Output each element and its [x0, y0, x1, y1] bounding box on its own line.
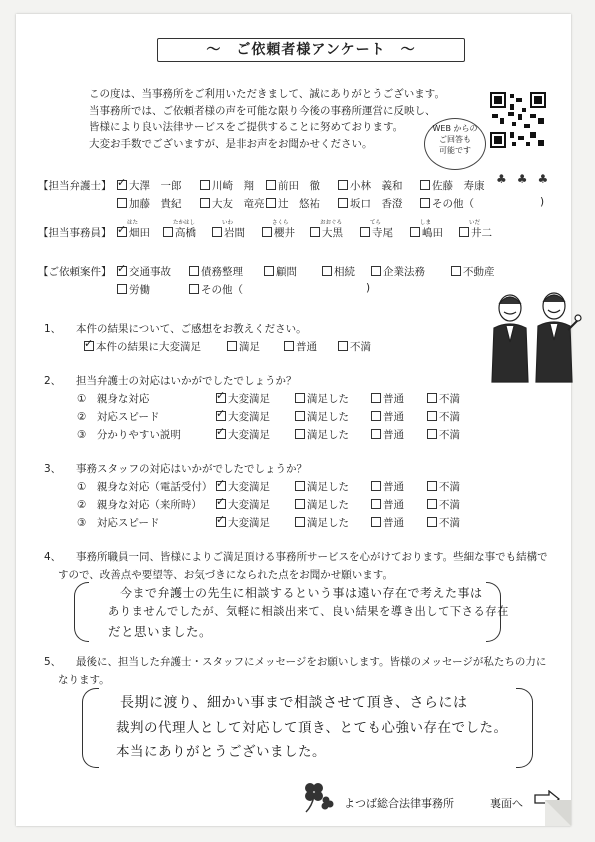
checkbox[interactable] [295, 429, 305, 439]
option-label: 小林 義和 [350, 180, 403, 192]
question-5-text: なります。 [58, 674, 110, 686]
case-option[interactable] [264, 264, 297, 279]
q3-item-label: ① 親身な対応（電話受付） [77, 481, 213, 493]
option-label: 井二 [471, 227, 492, 239]
checkbox[interactable] [427, 481, 437, 491]
q3-option[interactable] [216, 497, 270, 512]
furigana: いわ [222, 220, 234, 226]
checkbox[interactable] [371, 481, 381, 491]
option-label: 満足した [307, 481, 349, 493]
question-number: 5、 [44, 656, 62, 668]
checkbox[interactable] [189, 284, 199, 294]
checkbox[interactable] [266, 198, 276, 208]
staff-option[interactable] [310, 220, 343, 240]
checkbox[interactable] [200, 180, 210, 190]
handwritten-answer-5: 裁判の代理人として対応して頂き、とても心強い存在でした。 [116, 720, 508, 736]
option-label: 不満 [439, 411, 460, 423]
checkbox[interactable] [200, 198, 210, 208]
checkbox[interactable] [420, 198, 430, 208]
next-page-label[interactable]: 裏面へ [490, 797, 523, 810]
survey-sheet [16, 14, 571, 826]
checkbox[interactable] [427, 393, 437, 403]
intro-line: 当事務所では、ご依頼者様の声を可能な限り今後の事務所運営に反映し、 [89, 104, 436, 117]
checkbox-checked[interactable] [216, 481, 226, 491]
option-label: 本件の結果に大変満足 [96, 341, 201, 353]
q3-option[interactable] [295, 479, 349, 494]
checkbox[interactable] [371, 411, 381, 421]
intro-text [89, 86, 445, 152]
furigana: てら [370, 220, 382, 226]
option-label: 櫻井 [274, 227, 295, 239]
checkbox[interactable] [371, 517, 381, 527]
q2-option[interactable] [427, 391, 460, 406]
q2-option[interactable] [216, 391, 270, 406]
lawyers-illustration-icon [482, 290, 582, 386]
option-label: 不満 [439, 481, 460, 493]
checkbox[interactable] [212, 227, 222, 237]
option-label: 顧問 [276, 266, 297, 278]
case-option[interactable] [189, 264, 243, 279]
other-close-paren: ) [540, 196, 545, 208]
checkbox-checked[interactable] [84, 341, 94, 351]
option-label: 不満 [439, 499, 460, 511]
option-label: 嶋田 [422, 227, 443, 239]
q2-option[interactable] [371, 409, 404, 424]
checkbox-checked[interactable] [216, 393, 226, 403]
checkbox[interactable] [310, 227, 320, 237]
checkbox[interactable] [227, 341, 237, 351]
checkbox[interactable] [295, 411, 305, 421]
q3-option[interactable] [295, 515, 349, 530]
handwritten-answer-5: 本当にありがとうございました。 [116, 744, 326, 760]
q2-item-label: ② 対応スピード [77, 411, 160, 423]
q3-option[interactable] [427, 515, 460, 530]
question-5-text: 最後に、担当した弁護士・スタッフにメッセージをお願いします。皆様のメッセージが私たちの力に [76, 656, 547, 668]
option-label: 債務整理 [201, 266, 243, 278]
option-label: 交通事故 [129, 266, 171, 278]
q1-option[interactable] [84, 339, 201, 354]
checkbox[interactable] [295, 481, 305, 491]
staff-option[interactable] [360, 220, 393, 240]
option-label: 寺尾 [372, 227, 393, 239]
handwritten-answer-4: だと思いました。 [108, 624, 213, 639]
page-curl [545, 800, 571, 826]
checkbox[interactable] [262, 227, 272, 237]
checkbox-checked[interactable] [117, 266, 127, 276]
checkbox[interactable] [427, 411, 437, 421]
q1-option[interactable] [284, 339, 317, 354]
option-label: 労働 [129, 284, 150, 296]
option-label: 満足した [307, 393, 349, 405]
checkbox[interactable] [420, 180, 430, 190]
checkbox[interactable] [371, 429, 381, 439]
option-label: 満足した [307, 429, 349, 441]
checkbox[interactable] [360, 227, 370, 237]
q2-option[interactable] [427, 409, 460, 424]
option-label: 大変満足 [228, 411, 270, 423]
bubble-line: 可能です [439, 146, 471, 155]
q2-option[interactable] [295, 409, 349, 424]
option-label: 満足した [307, 411, 349, 423]
option-label: 普通 [383, 517, 404, 529]
case-option[interactable] [451, 264, 495, 279]
staff-option[interactable] [117, 220, 150, 240]
q2-option[interactable] [216, 409, 270, 424]
qr-code-icon[interactable] [490, 92, 546, 148]
question-3-text: 事務スタッフの対応はいかがでしたでしょうか？ [76, 463, 307, 475]
q3-option[interactable] [216, 479, 270, 494]
option-label: 普通 [383, 481, 404, 493]
option-label: 普通 [383, 499, 404, 511]
option-label: 普通 [296, 341, 317, 353]
option-label: 不満 [439, 517, 460, 529]
question-number: 2、 [44, 375, 62, 387]
option-label: 畑田 [129, 227, 150, 239]
option-label: 満足 [239, 341, 260, 353]
intro-line: 大変お手数でございますが、是非お声をお聞かせください。 [89, 137, 373, 150]
handwritten-answer-5: 長期に渡り、細かい事まで相談させて頂き、さらには [120, 695, 468, 711]
checkbox[interactable] [266, 180, 276, 190]
handwritten-answer-4: 今まで弁護士の先生に相談するという事は遠い存在で考えた事は [120, 586, 483, 600]
q3-option[interactable] [371, 515, 404, 530]
checkbox[interactable] [322, 266, 332, 276]
answer-bracket-left [82, 688, 99, 768]
checkbox[interactable] [117, 198, 127, 208]
bubble-line: WEB からの [432, 124, 478, 133]
lawyer-option[interactable] [266, 196, 320, 211]
answer-bracket-right [516, 688, 533, 768]
lawyer-option[interactable] [117, 178, 182, 193]
lawyer-option[interactable] [200, 178, 254, 193]
option-label: 相続 [334, 266, 355, 278]
q2-option[interactable] [427, 427, 460, 442]
checkbox[interactable] [163, 227, 173, 237]
staff-option[interactable] [410, 220, 443, 240]
furigana: はた [127, 220, 139, 226]
checkbox[interactable] [117, 284, 127, 294]
option-label: 不満 [439, 429, 460, 441]
clover-logo-icon [296, 778, 336, 814]
staff-label: 【担当事務員】 [38, 227, 112, 239]
handwritten-answer-4: ありませんでしたが、気軽に相談出来て、良い結果を導き出して下さる存在 [108, 605, 509, 618]
checkbox[interactable] [338, 341, 348, 351]
checkbox[interactable] [295, 393, 305, 403]
option-label: 川崎 翔 [212, 180, 254, 192]
q2-option[interactable] [295, 391, 349, 406]
q1-option[interactable] [227, 339, 260, 354]
q3-option[interactable] [216, 515, 270, 530]
staff-option[interactable] [163, 220, 196, 240]
checkbox[interactable] [427, 517, 437, 527]
q2-option[interactable] [371, 427, 404, 442]
option-label: 加藤 貴紀 [129, 198, 182, 210]
option-label: 満足した [307, 499, 349, 511]
checkbox[interactable] [371, 266, 381, 276]
lawyer-option[interactable] [266, 178, 320, 193]
question-number: 3、 [44, 463, 62, 475]
furigana: さくら [272, 220, 289, 226]
question-number: 4、 [44, 551, 62, 563]
case-option[interactable] [371, 264, 425, 279]
q3-option[interactable] [371, 479, 404, 494]
q2-option[interactable] [371, 391, 404, 406]
clover-decoration-icon: ♣♣♣ [496, 172, 559, 186]
q2-option[interactable] [295, 427, 349, 442]
checkbox-checked[interactable] [216, 411, 226, 421]
question-2-text: 担当弁護士の対応はいかがでしたでしょうか？ [76, 375, 297, 387]
bubble-line: ご回答も [439, 135, 471, 144]
option-label: 大変満足 [228, 499, 270, 511]
other-close-paren: ) [366, 282, 371, 294]
furigana: たかはし [173, 220, 196, 226]
option-label: 大変満足 [228, 517, 270, 529]
question-number: 1、 [44, 323, 62, 335]
option-label: その他（ [201, 284, 243, 296]
web-answer-bubble [424, 118, 486, 170]
q3-option[interactable] [427, 479, 460, 494]
checkbox[interactable] [427, 499, 437, 509]
furigana: いだ [469, 220, 481, 226]
q3-option[interactable] [371, 497, 404, 512]
option-label: 普通 [383, 411, 404, 423]
checkbox[interactable] [338, 180, 348, 190]
lawyer-option[interactable] [420, 178, 485, 193]
lawyer-option[interactable] [200, 196, 265, 211]
checkbox-checked[interactable] [216, 429, 226, 439]
checkbox[interactable] [338, 198, 348, 208]
case-option[interactable] [117, 264, 171, 279]
checkbox[interactable] [410, 227, 420, 237]
option-label: 不満 [350, 341, 371, 353]
option-label: 大変満足 [228, 481, 270, 493]
option-label: 高橋 [175, 227, 196, 239]
checkbox[interactable] [295, 499, 305, 509]
option-label: その他（ [432, 198, 474, 210]
checkbox[interactable] [459, 227, 469, 237]
cases-label: 【ご依頼案件】 [38, 266, 112, 278]
question-4-text: すので、改善点や要望等、お気づきになられた点をお聞かせ願います。 [58, 569, 393, 581]
option-label: 大変満足 [228, 429, 270, 441]
q3-option[interactable] [427, 497, 460, 512]
option-label: 辻 悠祐 [278, 198, 320, 210]
option-label: 満足した [307, 517, 349, 529]
checkbox[interactable] [264, 266, 274, 276]
q3-item-label: ③ 対応スピード [77, 517, 160, 529]
staff-option[interactable] [212, 220, 245, 240]
option-label: 普通 [383, 393, 404, 405]
answer-bracket-left [74, 582, 89, 642]
furigana: しま [420, 220, 432, 226]
option-label: 不満 [439, 393, 460, 405]
checkbox-checked[interactable] [117, 180, 127, 190]
checkbox[interactable] [427, 429, 437, 439]
q3-option[interactable] [295, 497, 349, 512]
question-1-text: 本件の結果について、ご感想をお教えください。 [76, 323, 307, 335]
q2-option[interactable] [216, 427, 270, 442]
option-label: 普通 [383, 429, 404, 441]
checkbox-checked[interactable] [117, 227, 127, 237]
checkbox[interactable] [451, 266, 461, 276]
lawyer-option[interactable] [338, 196, 403, 211]
q3-item-label: ② 親身な対応（来所時） [77, 499, 202, 511]
q1-option[interactable] [338, 339, 371, 354]
option-label: 前田 徹 [278, 180, 320, 192]
option-label: 企業法務 [383, 266, 425, 278]
lawyer-option-other[interactable] [420, 196, 474, 211]
option-label: 不動産 [463, 266, 495, 278]
question-4-text: 事務所職員一同、皆様によりご満足頂ける事務所サービスを心がけております。些細な事でも結構で [76, 551, 548, 563]
staff-option[interactable] [262, 220, 295, 240]
checkbox[interactable] [284, 341, 294, 351]
option-label: 大黒 [322, 227, 343, 239]
staff-option[interactable] [459, 220, 492, 240]
case-option[interactable] [322, 264, 355, 279]
case-option[interactable] [117, 282, 150, 297]
checkbox-checked[interactable] [216, 517, 226, 527]
firm-name: よつば総合法律事務所 [344, 797, 454, 810]
case-option-other[interactable] [189, 282, 243, 297]
checkbox[interactable] [295, 517, 305, 527]
option-label: 大変満足 [228, 393, 270, 405]
option-label: 佐藤 寿康 [432, 180, 485, 192]
option-label: 大友 竜亮 [212, 198, 265, 210]
option-label: 大澤 一郎 [129, 180, 182, 192]
intro-line: 皆様により良い法律サービスをご提供することに努めております。 [89, 121, 404, 133]
furigana: おおぐろ [320, 220, 343, 226]
option-label: 坂口 香澄 [350, 198, 403, 210]
checkbox[interactable] [371, 499, 381, 509]
intro-line: この度は、当事務所をご利用いただきまして、誠にありがとうございます。 [89, 88, 445, 100]
lawyer-option[interactable] [117, 196, 182, 211]
checkbox-checked[interactable] [216, 499, 226, 509]
q2-item-label: ① 親身な対応 [77, 393, 150, 405]
q2-item-label: ③ 分かりやすい説明 [77, 429, 181, 441]
checkbox[interactable] [189, 266, 199, 276]
lawyers-label: 【担当弁護士】 [38, 180, 112, 192]
lawyer-option[interactable] [338, 178, 403, 193]
checkbox[interactable] [371, 393, 381, 403]
page-title: ～ ご依頼者様アンケート ～ [157, 38, 465, 62]
option-label: 岩間 [224, 227, 245, 239]
